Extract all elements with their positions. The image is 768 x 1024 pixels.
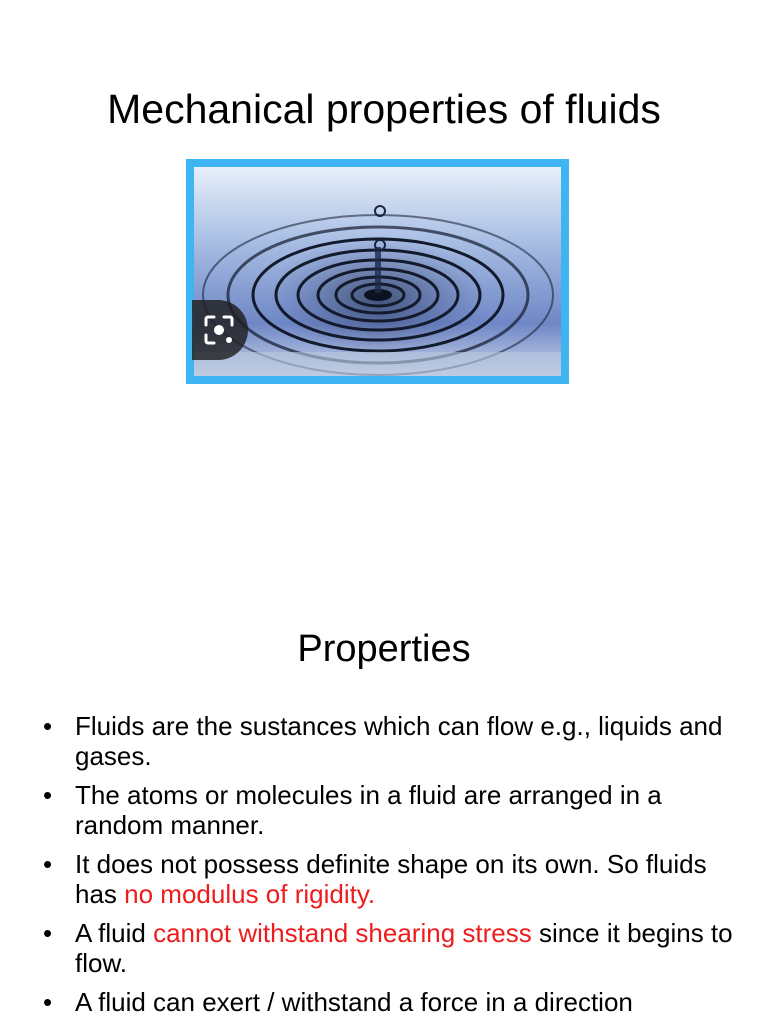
bullet-icon: • bbox=[43, 987, 53, 1017]
bullet-highlight: no modulus of rigidity. bbox=[124, 879, 376, 909]
bullet-item bbox=[43, 711, 733, 771]
bullet-text: The atoms or molecules in a fluid are arranged in a random manner. bbox=[75, 780, 662, 840]
bullet-item bbox=[43, 849, 733, 909]
bullet-item bbox=[43, 918, 733, 978]
bullet-highlight: cannot withstand shearing stress bbox=[153, 918, 532, 948]
water-ripple-picture bbox=[194, 167, 561, 376]
properties-bullet-list bbox=[43, 711, 733, 1024]
bullet-icon: • bbox=[43, 918, 53, 948]
water-ripple-image[interactable] bbox=[186, 159, 569, 384]
bullet-text: A fluid bbox=[75, 918, 154, 948]
lens-search-icon bbox=[203, 314, 235, 346]
bullet-icon: • bbox=[43, 780, 53, 810]
bullet-item bbox=[43, 780, 733, 840]
bullet-icon: • bbox=[43, 711, 53, 741]
bullet-text-after: since it begins to flow. bbox=[75, 918, 733, 978]
section-heading: Properties bbox=[297, 628, 471, 670]
bullet-icon: • bbox=[43, 849, 53, 879]
bullet-text: It does not possess definite shape on its own. So fluids has bbox=[75, 849, 707, 909]
slide-title: Mechanical properties of fluids bbox=[107, 86, 661, 132]
bullet-item bbox=[43, 987, 733, 1017]
bullet-text: Fluids are the sustances which can flow e.g., liquids and gases. bbox=[75, 711, 723, 771]
bullet-text: A fluid can exert / withstand a force in a direction bbox=[75, 987, 633, 1017]
